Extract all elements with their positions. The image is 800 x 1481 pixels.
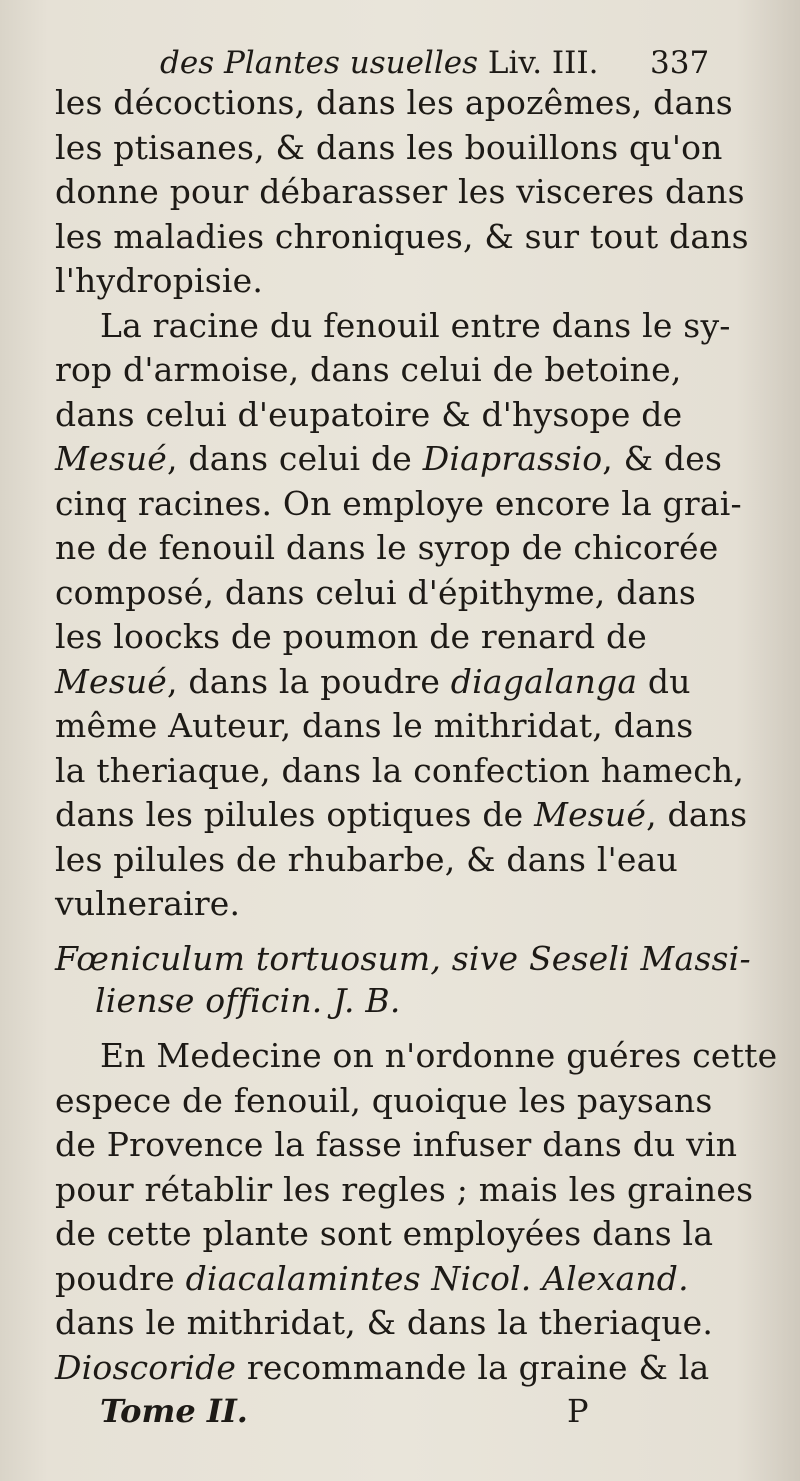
text-segment: Dioscoride [55, 1347, 237, 1387]
text-segment: poudre [55, 1258, 186, 1298]
text-line: La racine du fenouil entre dans le sy- [100, 305, 731, 345]
species-heading-line-1: Fœniculum tortuosum, sive Seseli Massi- [55, 939, 751, 978]
text-line: la theriaque, dans la confection hamech, [55, 750, 745, 790]
text-line [55, 661, 691, 703]
text-line: pour rétablir les regles ; mais les graines [55, 1169, 754, 1209]
text-segment: , & des [602, 439, 723, 478]
text-segment: Mesué [534, 795, 647, 834]
text-line: les ptisanes, & dans les bouillons qu'on [55, 127, 723, 167]
text-line: composé, dans celui d'épithyme, dans [55, 572, 696, 612]
running-title-roman: Liv. III. [478, 45, 599, 81]
text-line: ne de fenouil dans le syrop de chicorée [55, 528, 719, 567]
text-line [55, 1347, 709, 1389]
text-line: dans le mithridat, & dans la theriaque. [55, 1303, 714, 1342]
text-line: les loocks de poumon de renard de [55, 617, 648, 656]
text-line: En Medecine on n'ordonne guéres cette [100, 1036, 778, 1075]
running-title-italic: des Plantes usuelles [160, 45, 479, 81]
text-line: de cette plante sont employées dans la [55, 1214, 714, 1253]
volume-label: Tome II. [100, 1392, 248, 1430]
text-line: de Provence la fasse infuser dans du vin [55, 1125, 738, 1164]
text-line: même Auteur, dans le mithridat, dans [55, 706, 694, 745]
text-line: vulneraire. [55, 884, 241, 923]
text-segment: , dans la poudre [167, 661, 451, 701]
text-segment: Mesué [55, 439, 168, 478]
text-line [55, 794, 747, 836]
text-line: donne pour débarasser les visceres dans [55, 172, 745, 211]
running-title [160, 45, 599, 81]
text-line: l'hydropisie. [55, 261, 264, 300]
text-line: espece de fenouil, quoique les paysans [55, 1080, 713, 1120]
text-segment: diagalanga [450, 661, 638, 701]
signature-mark: P [567, 1392, 589, 1430]
text-line: rop d'armoise, dans celui de betoine, [55, 350, 682, 389]
text-line: cinq racines. On employe encore la grai- [55, 483, 742, 523]
text-line: les pilules de rhubarbe, & dans l'eau [55, 839, 678, 879]
text-segment: diacalamintes Nicol. Alexand. [185, 1258, 689, 1298]
text-segment: du [637, 661, 691, 701]
text-line [55, 438, 722, 480]
text-segment: , dans celui de [167, 439, 423, 478]
page-number: 337 [650, 45, 710, 81]
text-line: les maladies chroniques, & sur tout dans [55, 216, 749, 256]
text-segment: dans les pilules optiques de [55, 795, 535, 834]
text-segment: recommande la graine & la [236, 1347, 710, 1387]
text-line: les décoctions, dans les apozêmes, dans [55, 83, 733, 122]
text-line [55, 1258, 689, 1300]
text-segment: Mesué [55, 661, 168, 701]
species-heading-line-2: liense officin. J. B. [95, 981, 401, 1020]
text-line: dans celui d'eupatoire & d'hysope de [55, 394, 683, 434]
text-segment: , dans [646, 795, 748, 834]
text-segment: Diaprassio [422, 439, 603, 478]
